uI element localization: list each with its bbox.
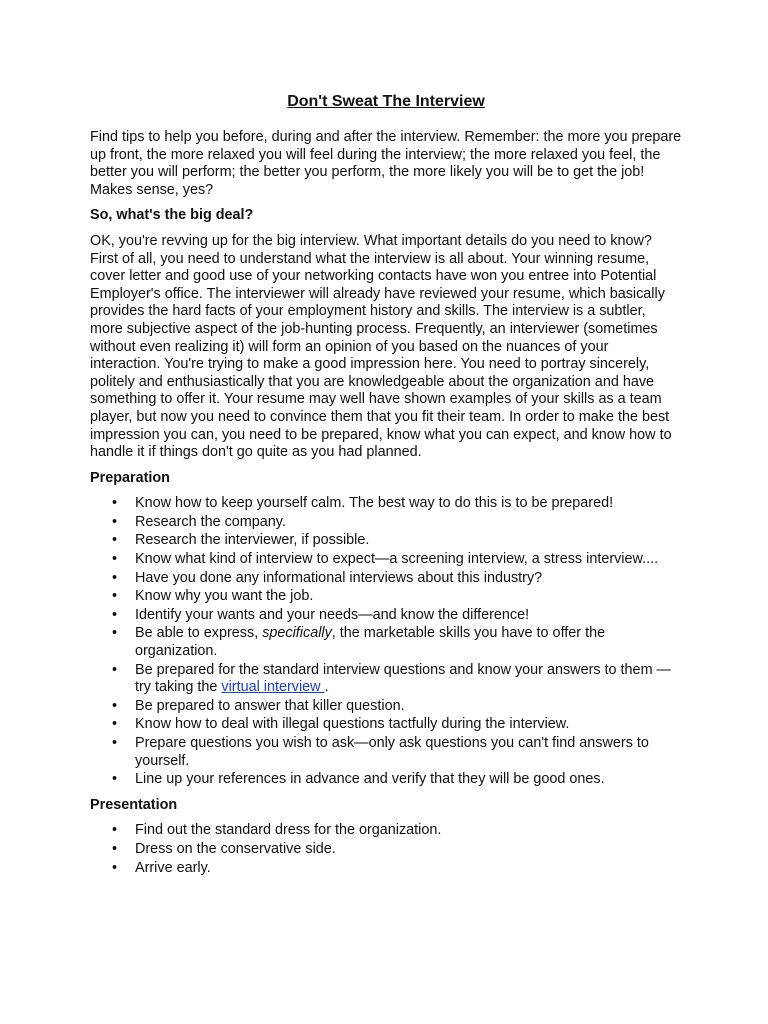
list-item [90,662,682,697]
emphasis-text: specifically [262,625,332,642]
list-item [90,607,682,625]
intro-paragraph: Find tips to help you before, during and after the interview. Remember: the more you prepare up front, the more relaxed you will feel during the interview; the more relaxed you feel, the better you will perform; the better you perform, the more likely you will be to get the job! Makes sense, yes? [90,129,682,198]
list-item-text-after: , the marketable skills you have to offer the organization. [135,625,606,660]
document-page [90,92,682,885]
list-item [90,570,682,588]
big-deal-paragraph: OK, you're revving up for the big interview. What important details do you need to know? First of all, you need to understand what the interview is all about. Your winning resume, cover letter and good use of your networking contacts have won you entree into Potential Employer's office. The interviewer will already have reviewed your resume, which basically provides the hard facts of your employment history and skills. The interview is a subtler, more subjective aspect of the job-hunting process. Frequently, an interviewer (sometimes without even realizing it) will form an opinion of you based on the nuances of your interaction. You're trying to make a good impression here. You need to portray sincerely, politely and enthusiastically that you are knowledgeable about the organization and have something to offer it. Your resume may well have shown examples of your skills as a team player, but now you need to convince them that you fit their team. In order to make the best impression you can, you need to be prepared, know what you can expect, and know how to handle it if things don't go quite as you had planned. [90,232,672,461]
bullet-icon: • [112,859,118,876]
bullet-icon: • [112,588,118,605]
bullet-icon: • [112,625,118,642]
list-item-text: Research the company. [135,513,286,530]
list-item-text: Know how to deal with illegal questions tactfully during the interview. [135,716,570,733]
list-item [90,625,682,660]
bullet-icon: • [112,716,118,733]
list-item-text: Line up your references in advance and verify that they will be good ones. [135,771,605,788]
bullet-icon: • [112,822,118,839]
list-item-text: Know how to keep yourself calm. The best way to do this is to be prepared! [135,495,614,512]
bullet-icon: • [112,569,118,586]
list-item [90,532,682,550]
presentation-heading: Presentation [90,796,178,813]
list-item-text: Have you done any informational interviews about this industry? [135,569,543,586]
list-item-text: Arrive early. [135,859,211,876]
list-item-text: Know what kind of interview to expect—a screening interview, a stress interview.... [135,551,659,568]
list-item-text: Prepare questions you wish to ask—only ask questions you can't find answers to yourself. [135,735,649,769]
presentation-list [90,822,682,877]
bullet-icon: • [112,735,118,751]
list-item-text: Know why you want the job. [135,588,314,605]
list-item [90,514,682,532]
bullet-icon: • [112,551,118,568]
list-item-text-after: . [324,679,329,696]
page-title: Don't Sweat The Interview [287,93,485,110]
list-item-text: Be prepared to answer that killer question. [135,697,405,714]
list-item [90,860,682,878]
list-item [90,716,682,734]
list-item-text-before: Be prepared for the standard interview questions and know your answers to them —try taking the [135,661,671,696]
list-item [90,551,682,569]
list-item-text-before: Be able to express, [135,625,263,642]
virtual-interview-link[interactable]: virtual interview [221,679,325,696]
bullet-icon: • [112,697,118,714]
list-item-text: Identify your wants and your needs—and know the difference! [135,606,530,623]
list-item [90,495,682,513]
list-item [90,822,682,840]
list-item [90,771,682,789]
list-item [90,735,682,770]
bullet-icon: • [112,840,118,857]
bullet-icon: • [112,495,118,512]
list-item-text: Research the interviewer, if possible. [135,532,370,549]
bullet-icon: • [112,661,118,678]
list-item-text: Find out the standard dress for the organization. [135,822,442,839]
big-deal-heading: So, what's the big deal? [90,207,254,224]
list-item-text: Dress on the conservative side. [135,840,336,857]
bullet-icon: • [112,513,118,530]
bullet-icon: • [112,606,118,623]
bullet-icon: • [112,532,118,549]
list-item [90,841,682,859]
list-item [90,588,682,606]
bullet-icon: • [112,771,118,788]
preparation-list [90,495,682,789]
list-item [90,698,682,716]
preparation-heading: Preparation [90,469,170,486]
